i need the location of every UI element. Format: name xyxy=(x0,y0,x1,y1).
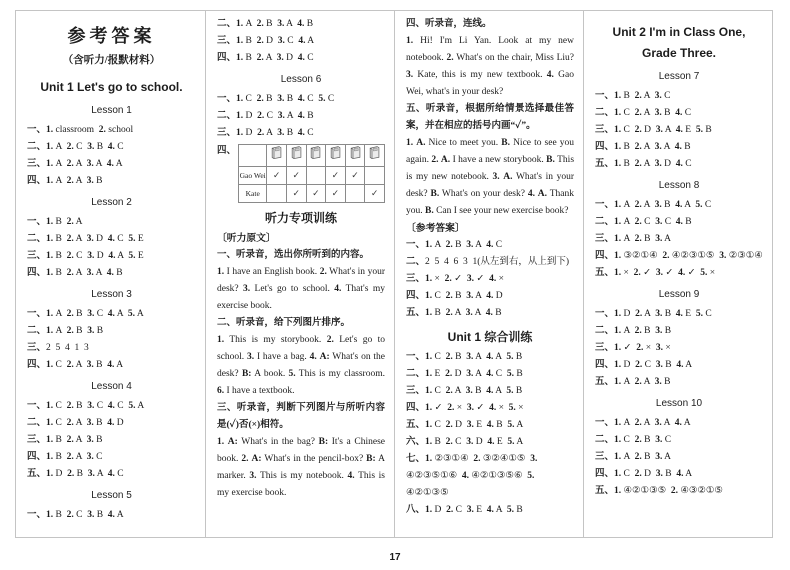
answer-key-page xyxy=(15,10,773,538)
table-header-row xyxy=(239,145,385,167)
answer-line: 一、1. A 2. A 3. B 4. A 5. C xyxy=(595,200,712,210)
lesson-heading: Lesson 7 xyxy=(658,71,700,82)
table-row xyxy=(239,185,385,203)
lesson-heading: Lesson 6 xyxy=(280,74,322,85)
answer-line: 一、1. C 2. B 3. A 4. A 5. B xyxy=(406,352,523,362)
lesson-heading: Lesson 3 xyxy=(91,289,132,300)
lesson-heading: Lesson 4 xyxy=(91,381,132,392)
answer-line: 三、1. A 2. B 3. A xyxy=(595,234,672,244)
answer-line: 四、1. C 2. A 3. B 4. A xyxy=(27,360,124,370)
page-title: 参考答案 xyxy=(67,26,156,46)
answer-line: 五、1. × 2. ✓ 3. ✓ 4. ✓ 5. × xyxy=(595,268,716,278)
answer-line: 一、1. B 2. A 3. C xyxy=(595,91,671,101)
matching-answer-block xyxy=(217,143,385,203)
bracket-heading: 〔参考答案〕 xyxy=(406,223,465,234)
instruction-line: 五、听录音，根据所给情景选择最佳答案，并在相应的括号内画“✓”。 xyxy=(406,104,574,131)
answer-line: 四、1. A 2. A 3. B xyxy=(27,176,103,186)
answer-line: 三、1. C 2. D 3. A 4. E 5. B xyxy=(595,125,712,135)
answer-line: 五、1. B 2. A 3. D 4. C xyxy=(595,159,692,169)
check-cell xyxy=(306,185,326,203)
answer-line: 四、1. B 2. A 3. A 4. B xyxy=(27,268,123,278)
instruction-line: 三、听录音，判断下列图片与所听内容是(✓)否(×)相符。 xyxy=(217,403,385,430)
answer-line: 五、1. C 2. D 3. E 4. B 5. A xyxy=(406,420,524,430)
answer-line: 四、1. B 2. A 3. A 4. B xyxy=(595,142,691,152)
answer-line: 三、1. × 2. ✓ 3. ✓ 4. × xyxy=(406,274,504,284)
instruction-line: 四、听录音，连线。 xyxy=(406,19,492,29)
paragraph: 1. I have an English book. 2. What's in your desk? 3. Let's go to school. 4. That's my exercise book. xyxy=(217,267,385,311)
answer-line: 一、1. D 2. A 3. B 4. E 5. C xyxy=(595,309,712,319)
column-1 xyxy=(16,11,205,537)
check-cell xyxy=(345,167,365,185)
answer-line: 四、1. B 2. A 3. D 4. C xyxy=(217,53,314,63)
page-subtitle: （含听力/报默材料） xyxy=(62,55,161,66)
answer-line: 四、1. C 2. D 3. B 4. A xyxy=(595,469,693,479)
answer-line: 三、1. B 2. A 3. B xyxy=(27,435,103,445)
paragraph: 1. A: What's in the bag? B: It's a Chinese book. 2. A: What's in the pencil-box? B: A marker. 3. This is my notebook. 4. This is my exercise book. xyxy=(217,437,386,498)
lesson-heading: Lesson 8 xyxy=(658,180,700,191)
section-heading: Unit 1 综合训练 xyxy=(447,330,533,344)
answer-line: 五、1. B 2. A 3. A 4. B xyxy=(406,308,502,318)
book-icon xyxy=(309,145,322,160)
answer-line: 四、1. C 2. B 3. A 4. D xyxy=(406,291,503,301)
answer-line: 二、1. A 2. B 3. B xyxy=(27,326,104,336)
unit-title: Unit 2 I'm in Class One, Grade Three. xyxy=(612,25,746,60)
check-icon: ✓ xyxy=(312,188,320,198)
check-icon: ✓ xyxy=(331,188,340,198)
paragraph: 1. Hi! I'm Li Yan. Look at my new notebook. 2. What's on the chair, Miss Liu? 3. Kate, this is my new textbook. 4. Gao Wei, what's in your desk? xyxy=(406,36,574,97)
answer-line: 二、1. A 2. B 3. A 4. B xyxy=(217,19,314,29)
lesson-heading: Lesson 10 xyxy=(655,398,703,409)
book-icon xyxy=(368,145,381,160)
answer-line: 四、1. ✓ 2. × 3. ✓ 4. × 5. × xyxy=(406,403,524,413)
column-3 xyxy=(394,11,583,537)
answer-line: 五、1. D 2. B 3. A 4. C xyxy=(27,469,124,479)
answer-line: 三、1. A 2. B 3. A xyxy=(595,452,672,462)
paragraph: 1. This is my storybook. 2. Let's go to school. 3. I have a bag. 4. A: What's on the desk? B: A book. 5. This is my classroom. 6. I have a textbook. xyxy=(217,335,386,396)
answer-line: 三、2 5 4 1 3 xyxy=(27,343,89,353)
answer-line: 二、1. C 2. B 3. C xyxy=(595,435,672,445)
answer-table xyxy=(238,144,385,203)
answer-line: 三、1. D 2. A 3. B 4. C xyxy=(217,128,314,138)
answer-line: 四、1. B 2. A 3. C xyxy=(27,452,103,462)
book-icon-cell xyxy=(365,145,385,167)
student-name-cell: Kate xyxy=(239,185,267,203)
lesson-heading: Lesson 2 xyxy=(91,197,132,208)
book-icon-cell xyxy=(286,145,306,167)
table-corner-cell xyxy=(239,145,267,167)
answer-item-label: 四、 xyxy=(217,146,237,156)
answer-line: 二、2 5 4 6 3 1(从左到右，从上到下) xyxy=(406,257,570,267)
check-icon: ✓ xyxy=(292,170,301,180)
check-cell xyxy=(267,185,287,203)
answer-line: 四、1. D 2. C 3. B 4. A xyxy=(595,360,693,370)
check-cell xyxy=(286,167,306,185)
book-icon xyxy=(329,145,342,160)
column-4 xyxy=(583,11,772,537)
page-number: 17 xyxy=(389,552,401,563)
lesson-heading: Lesson 5 xyxy=(91,490,132,501)
answer-line: 六、1. B 2. C 3. D 4. E 5. A xyxy=(406,437,524,447)
answer-line: 二、1. C 2. A 3. B 4. D xyxy=(27,418,124,428)
answer-line: 二、1. E 2. D 3. A 4. C 5. B xyxy=(406,369,523,379)
book-icon-cell xyxy=(345,145,365,167)
check-cell xyxy=(345,185,365,203)
check-cell xyxy=(326,167,346,185)
answer-line: 八、1. D 2. C 3. E 4. A 5. B xyxy=(406,505,523,515)
check-icon: ✓ xyxy=(351,170,359,180)
table-row xyxy=(239,167,385,185)
book-icon-cell xyxy=(326,145,346,167)
check-cell xyxy=(365,167,385,185)
section-heading: 听力专项训练 xyxy=(264,211,337,225)
answer-line: 四、1. ③②①④ 2. ④②③①⑤ 3. ②③①④ xyxy=(595,251,763,261)
answer-line: 二、1. A 2. C 3. B 4. C xyxy=(27,142,124,152)
answer-line: 一、1. A 2. B 3. C 4. A 5. A xyxy=(27,309,144,319)
answer-line: 一、1. B 2. A xyxy=(27,217,83,227)
lesson-heading: Lesson 1 xyxy=(91,105,132,116)
book-icon-cell xyxy=(306,145,326,167)
answer-line: 二、1. C 2. A 3. B 4. C xyxy=(595,108,692,118)
instruction-line: 二、听录音，给下列图片排序。 xyxy=(217,318,351,328)
check-icon: ✓ xyxy=(292,188,301,198)
answer-line: 一、1. C 2. B 3. C 4. C 5. A xyxy=(27,401,145,411)
answer-line: 一、1. C 2. B 3. B 4. C 5. C xyxy=(217,94,335,104)
answer-line: 一、1. A 2. A 3. A 4. A xyxy=(595,418,691,428)
answer-line: 二、1. A 2. B 3. B xyxy=(595,326,672,336)
check-cell xyxy=(326,185,346,203)
paragraph: 1. A. Nice to meet you. B. Nice to see you again. 2. A. I have a new storybook. B. This is my new notebook. 3. A. What's in your desk? B. What's on your desk? 4. A. Thank you. B. Can I see your new exercise book? xyxy=(406,138,575,216)
check-icon: ✓ xyxy=(331,170,340,180)
column-2 xyxy=(205,11,394,537)
answer-line: 二、1. B 2. A 3. D 4. C 5. E xyxy=(27,234,144,244)
check-cell xyxy=(286,185,306,203)
check-cell xyxy=(306,167,326,185)
answer-line: 七、1. ②③①④ 2. ③②④①⑤ 3. ④②③⑤①⑥ 4. ④②①③⑤⑥ 5. ④②①③⑤ xyxy=(406,454,540,498)
lesson-heading: Lesson 9 xyxy=(658,289,700,300)
book-icon xyxy=(290,145,303,160)
check-cell xyxy=(267,167,287,185)
answer-line: 一、1. A 2. B 3. A 4. C xyxy=(406,240,503,250)
answer-line: 二、1. A 2. C 3. C 4. B xyxy=(595,217,692,227)
instruction-line: 一、听录音，选出你所听到的内容。 xyxy=(217,250,370,260)
answer-line: 一、1. classroom 2. school xyxy=(27,125,134,135)
answer-line: 三、1. A 2. A 3. A 4. A xyxy=(27,159,123,169)
answer-line: 三、1. B 2. D 3. C 4. A xyxy=(217,36,315,46)
student-name-cell: Gao Wei xyxy=(239,167,267,185)
check-icon: ✓ xyxy=(272,170,281,180)
answer-line: 一、1. B 2. C 3. B 4. A xyxy=(27,510,124,520)
bracket-heading: 〔听力原文〕 xyxy=(217,233,276,244)
answer-line: 五、1. A 2. A 3. B xyxy=(595,377,671,387)
book-icon xyxy=(349,145,362,160)
answer-line: 二、1. D 2. C 3. A 4. B xyxy=(217,111,314,121)
answer-line: 三、1. B 2. C 3. D 4. A 5. E xyxy=(27,251,144,261)
check-cell xyxy=(365,185,385,203)
answer-line: 五、1. ④②①③⑤ 2. ④③②①⑤ xyxy=(595,486,723,496)
answer-line: 三、1. C 2. A 3. B 4. A 5. B xyxy=(406,386,523,396)
unit-title: Unit 1 Let's go to school. xyxy=(40,80,183,94)
book-icon-cell xyxy=(267,145,287,167)
check-icon: ✓ xyxy=(370,188,379,198)
book-icon xyxy=(270,145,283,160)
answer-line: 三、1. ✓ 2. × 3. × xyxy=(595,343,671,353)
